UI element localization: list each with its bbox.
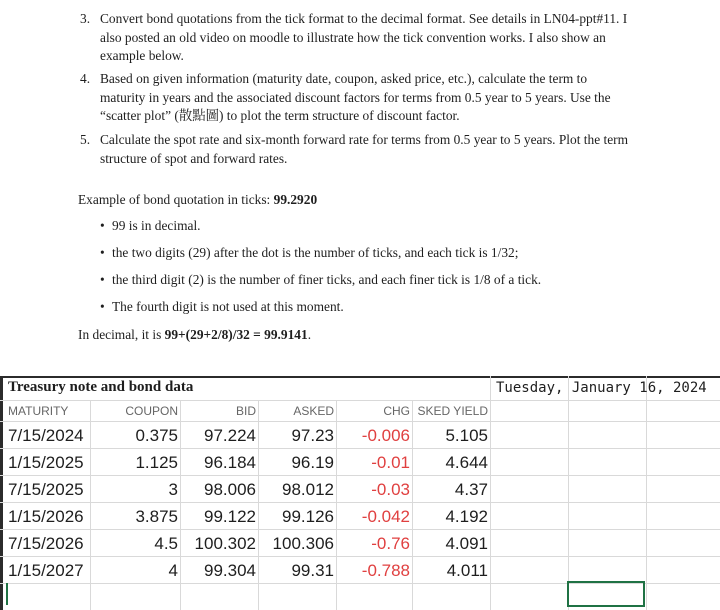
example-bullet	[100, 244, 518, 262]
example-bullet	[100, 217, 201, 235]
cell-asked[interactable]: 99.31	[291, 561, 334, 580]
conclusion-end: .	[307, 327, 312, 342]
conclusion-label: In decimal, it is	[78, 327, 165, 342]
grid-line	[258, 400, 259, 610]
example-intro-value: 99.2920	[273, 192, 318, 207]
cell-asked[interactable]: 100.306	[272, 534, 334, 553]
cell-maturity[interactable]: 7/15/2026	[8, 534, 84, 553]
cell-bid[interactable]: 99.304	[204, 561, 256, 580]
bullet-dot: •	[100, 218, 105, 233]
grid-line	[336, 400, 337, 610]
cell-coupon[interactable]: 0.375	[135, 426, 178, 445]
item-line: also posted an old video on moodle to illustrate how the tick convention works. I also show an	[100, 29, 606, 45]
cell-coupon[interactable]: 1.125	[135, 453, 178, 472]
example-conclusion	[78, 326, 311, 344]
cell-coupon[interactable]: 4	[168, 561, 178, 580]
item-text	[100, 70, 700, 126]
cell-chg[interactable]: -0.788	[361, 561, 410, 580]
grid-line	[180, 400, 181, 610]
item-line: Based on given information (maturity date, coupon, asked price, etc.), calculate the term to	[100, 71, 588, 86]
cell-maturity[interactable]: 1/15/2027	[8, 561, 84, 580]
sheet-top-border	[0, 376, 720, 378]
example-bullet	[100, 298, 344, 316]
bullet-dot: •	[100, 272, 105, 287]
spreadsheet-grid[interactable]	[0, 376, 720, 610]
cell-yield[interactable]: 4.192	[445, 507, 488, 526]
cell-chg[interactable]: -0.01	[371, 453, 410, 472]
cell-chg[interactable]: -0.006	[361, 426, 410, 445]
item-line: “scatter plot” (散點圖) to plot the term structure of discount factor.	[100, 108, 460, 123]
cell-maturity[interactable]: 1/15/2026	[8, 507, 84, 526]
cell-maturity[interactable]: 7/15/2024	[8, 426, 84, 445]
item-number: 4.	[80, 71, 91, 86]
bullet-dot: •	[100, 245, 105, 260]
conclusion-value: 99+(29+2/8)/32 = 99.9141	[164, 327, 308, 342]
item-line: maturity in years and the associated discount factors for terms from 0.5 year to 5 years. Use the	[100, 89, 611, 105]
bullet-dot: •	[100, 299, 105, 314]
cell-asked[interactable]: 98.012	[282, 480, 334, 499]
example-intro	[78, 191, 317, 209]
grid-line	[490, 376, 491, 610]
cell-coupon[interactable]: 3	[168, 480, 178, 499]
cell-yield[interactable]: 5.105	[445, 426, 488, 445]
cell-chg[interactable]: -0.76	[371, 534, 410, 553]
cell-coupon[interactable]: 4.5	[154, 534, 178, 553]
cell-yield[interactable]: 4.011	[446, 561, 488, 580]
item-number: 3.	[80, 11, 91, 26]
bullet-text: the third digit (2) is the number of finer ticks, and each finer tick is 1/8 of a tick.	[112, 272, 542, 287]
header-chg[interactable]: CHG	[383, 404, 410, 418]
cell-yield[interactable]: 4.091	[445, 534, 488, 553]
cell-chg[interactable]: -0.03	[371, 480, 410, 499]
item-number: 5.	[80, 132, 91, 147]
cell-asked[interactable]: 97.23	[291, 426, 334, 445]
example-intro-label: Example of bond quotation in ticks:	[78, 192, 274, 207]
edit-cursor	[6, 583, 8, 605]
cell-maturity[interactable]: 1/15/2025	[8, 453, 84, 472]
cell-bid[interactable]: 97.224	[204, 426, 256, 445]
cell-asked[interactable]: 96.19	[291, 453, 334, 472]
header-coupon[interactable]: COUPON	[125, 404, 178, 418]
sheet-title[interactable]: Treasury note and bond data	[8, 379, 194, 395]
item-line: Convert bond quotations from the tick format to the decimal format. See details in LN04-ppt#11. I	[100, 11, 628, 26]
example-bullet	[100, 271, 541, 289]
header-yield[interactable]: SKED YIELD	[417, 404, 488, 418]
cell-maturity[interactable]: 7/15/2025	[8, 480, 84, 499]
bullet-text: 99 is in decimal.	[112, 218, 201, 233]
header-asked[interactable]: ASKED	[293, 404, 334, 418]
item-line: Calculate the spot rate and six-month forward rate for terms from 0.5 year to 5 years. Plot the term	[100, 132, 629, 147]
cell-yield[interactable]: 4.37	[454, 480, 488, 499]
cell-bid[interactable]: 98.006	[204, 480, 256, 499]
cell-coupon[interactable]: 3.875	[135, 507, 178, 526]
item-line: structure of spot and forward rates.	[100, 150, 288, 166]
grid-line	[568, 376, 569, 610]
item-line: example below.	[100, 48, 184, 63]
sheet-date[interactable]: Tuesday, January 16, 2024	[496, 380, 707, 396]
item-text	[100, 131, 700, 168]
cell-yield[interactable]: 4.644	[445, 453, 488, 472]
bullet-text: the two digits (29) after the dot is the number of ticks, and each tick is 1/32;	[112, 245, 519, 260]
grid-line	[646, 376, 647, 610]
grid-line	[90, 400, 91, 610]
sheet-left-border	[0, 376, 3, 610]
grid-line	[0, 400, 720, 401]
selected-cell[interactable]	[567, 581, 645, 607]
header-bid[interactable]: BID	[235, 404, 256, 418]
cell-bid[interactable]: 96.184	[204, 453, 256, 472]
cell-bid[interactable]: 99.122	[204, 507, 256, 526]
header-maturity[interactable]: MATURITY	[8, 404, 69, 418]
cell-bid[interactable]: 100.302	[194, 534, 256, 553]
grid-line	[412, 400, 413, 610]
bullet-text: The fourth digit is not used at this moment.	[112, 299, 344, 314]
cell-asked[interactable]: 99.126	[282, 507, 334, 526]
item-text	[100, 10, 700, 66]
cell-chg[interactable]: -0.042	[361, 507, 410, 526]
